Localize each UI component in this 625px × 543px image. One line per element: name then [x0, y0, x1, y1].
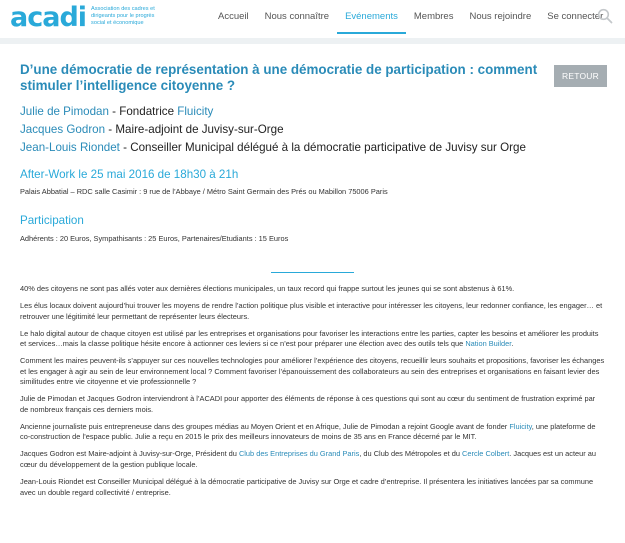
search-icon[interactable] [597, 8, 613, 24]
speaker-role: Maire-adjoint de Juvisy-sur-Orge [115, 123, 284, 136]
nav-item-se-connecter[interactable]: Se connecter [547, 11, 604, 22]
nav-item-nous-connaitre[interactable]: Nous connaître [264, 11, 330, 22]
cercle-colbert-link[interactable]: Cercle Colbert [462, 449, 510, 459]
description-paragraph: Comment les maires peuvent-ils s’appuyer sur ces nouvelles technologies pour améliorer l’expérience des citoyens, recueillir leurs souhaits et propositions, favoriser les échanges et les engager à agir au sein de leur environnement local ? Comment favoriser l’épanouissement des collaborateurs au sein des entreprises et organisations en faisant levier des similitudes entre vie citoyenne et vie professionnelle ? [20, 356, 605, 387]
speaker-name[interactable]: Jean-Louis Riondet [20, 141, 120, 154]
nav-item-membres[interactable]: Membres [413, 11, 454, 22]
logo-tagline: Association des cadres et dirigeants pour le progrès social et économique [91, 6, 155, 26]
speaker-role: Conseiller Municipal délégué à la démocratie participative de Juvisy sur Orge [130, 141, 526, 154]
paragraph-text: . [511, 339, 514, 349]
paragraph-text: , du Club des Métropoles et du [359, 449, 463, 459]
speaker-separator: - [119, 141, 131, 154]
event-location: Palais Abbatial – RDC salle Casimir : 9 rue de l’Abbaye / Métro Saint Germain des Prés ou Mabillon 75006 Paris [20, 187, 388, 196]
speaker-role: Fondatrice [119, 105, 178, 118]
speaker-separator: - [108, 105, 120, 118]
speaker-org-link[interactable]: Fluicity [177, 105, 214, 118]
description-paragraph [20, 329, 605, 350]
fluicity-link[interactable]: Fluicity [509, 421, 532, 431]
participation-prices: Adhérents : 20 Euros, Sympathisants : 25 Euros, Partenaires/Etudiants : 15 Euros [20, 234, 289, 243]
description-paragraph: Jean-Louis Riondet est Conseiller Municipal délégué à la démocratie participative de Juvisy sur Orge et cadre d’entreprise. Il présentera les initiatives lancées par sa commune avec un double regard collectivité / entreprise. [20, 477, 594, 497]
nav-item-accueil[interactable]: Accueil [218, 11, 249, 22]
nav-item-evenements[interactable]: Evénements [337, 0, 406, 34]
nation-builder-link[interactable]: Nation Builder [465, 339, 512, 349]
paragraph-text: , une plateforme de co-construction de l’espace public. Julie a reçu en 2015 le prix des meilleurs innovateurs de moins de 35 ans en France décerné par le MIT. [20, 421, 596, 442]
site-logo[interactable] [10, 4, 155, 32]
site-header [0, 0, 625, 38]
logo-wordmark: acadi [10, 2, 87, 33]
description-paragraph: 40% des citoyens ne sont pas allés voter aux dernières élections municipales, un taux record qui frappe surtout les jeunes qui se sont abstenus à 61%. [20, 284, 515, 293]
description-paragraph: Les élus locaux doivent aujourd’hui trouver les moyens de rendre l’action politique plus visible et interactive pour intéresser les citoyens, leur redonner confiance, les engager… et retrouver une légitimité leur permettant de représenter leurs électeurs. [20, 300, 603, 321]
content-divider [271, 272, 354, 273]
speaker-item [20, 139, 610, 157]
paragraph-text: Jacques Godron est Maire-adjoint à Juvisy-sur-Orge, Président du [20, 449, 239, 459]
back-button[interactable]: RETOUR [554, 65, 607, 87]
speaker-name[interactable]: Julie de Pimodan [20, 105, 109, 118]
header-divider [0, 38, 625, 44]
event-description [20, 284, 605, 505]
participation-heading: Participation [20, 214, 84, 227]
speaker-item [20, 121, 610, 139]
main-nav [210, 0, 611, 34]
event-datetime: After-Work le 25 mai 2016 de 18h30 à 21h [20, 168, 239, 181]
paragraph-text: Ancienne journaliste puis entrepreneuse dans des groupes médias au Moyen Orient et en Afrique, Julie de Pimodan a rejoint Google avant de fonder [20, 421, 510, 431]
nav-item-nous-rejoindre[interactable]: Nous rejoindre [469, 11, 532, 22]
event-title: D’une démocratie de représentation à une démocratie de participation : comment stimuler l’intelligence citoyenne ? [20, 62, 538, 93]
speaker-list [20, 103, 610, 157]
speaker-separator: - [105, 123, 116, 136]
club-entreprises-grand-paris-link[interactable]: Club des Entreprises du Grand Paris [238, 449, 360, 459]
description-paragraph [20, 422, 605, 443]
paragraph-text: . Jacques est un acteur au cœur du développement de la gestion publique locale. [20, 449, 596, 470]
paragraph-text: Le halo digital autour de chaque citoyen est utilisé par les entreprises et organisations pour favoriser les interactions entre les parties, capter les besoins et améliorer les produits et services…mais la classe politique hésite encore à actionner ces leviers si ce n’est pour préparer une élection avec des outils tels que [20, 328, 599, 349]
speaker-name[interactable]: Jacques Godron [20, 123, 106, 136]
speaker-item [20, 103, 610, 121]
description-paragraph: Julie de Pimodan et Jacques Godron interviendront à l’ACADI pour apporter des éléments de réponse à ces questions qui sont au cœur du sentiment de frustration exprimé par de nombreux français ces derniers mois. [20, 394, 596, 414]
description-paragraph [20, 449, 605, 470]
